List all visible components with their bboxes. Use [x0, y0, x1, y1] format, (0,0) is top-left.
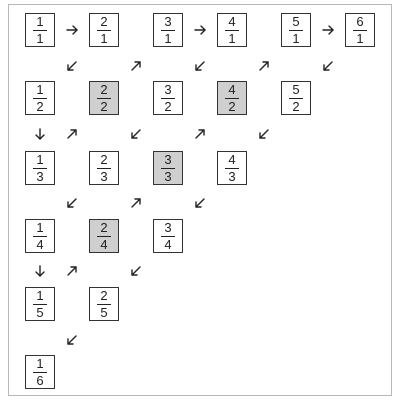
numerator: 4 [228, 81, 236, 97]
denominator: 1 [164, 30, 172, 46]
fraction-cell [217, 151, 247, 185]
fraction-cell [217, 81, 247, 115]
denominator: 6 [36, 372, 44, 388]
numerator: 1 [36, 13, 44, 29]
denominator: 2 [292, 98, 300, 114]
denominator: 3 [228, 168, 236, 184]
arrow-down-left-icon [128, 126, 144, 142]
fraction-cell [153, 13, 183, 47]
fraction-cell [153, 219, 183, 253]
numerator: 2 [100, 287, 108, 303]
numerator: 1 [36, 355, 44, 371]
numerator: 3 [164, 219, 172, 235]
denominator: 1 [228, 30, 236, 46]
fraction-cell [25, 219, 55, 253]
arrow-right-icon [320, 22, 336, 38]
numerator: 1 [36, 287, 44, 303]
denominator: 2 [164, 98, 172, 114]
fraction-cell [89, 13, 119, 47]
denominator: 2 [100, 98, 108, 114]
fraction-cell [217, 13, 247, 47]
arrow-down-icon [32, 126, 48, 142]
denominator: 2 [228, 98, 236, 114]
fraction-cell [89, 81, 119, 115]
fraction-cell [89, 287, 119, 321]
arrow-up-right-icon [192, 126, 208, 142]
arrow-down-left-icon [256, 126, 272, 142]
denominator: 3 [36, 168, 44, 184]
fraction-cell [153, 151, 183, 185]
denominator: 1 [36, 30, 44, 46]
fraction-cell [89, 151, 119, 185]
diagram-frame [8, 4, 392, 396]
arrow-down-left-icon [128, 263, 144, 279]
denominator: 2 [36, 98, 44, 114]
fraction-cell [25, 81, 55, 115]
arrow-up-right-icon [128, 195, 144, 211]
numerator: 5 [292, 81, 300, 97]
fraction-cell [281, 13, 311, 47]
denominator: 4 [100, 236, 108, 252]
numerator: 1 [36, 151, 44, 167]
arrow-down-left-icon [64, 58, 80, 74]
arrow-right-icon [64, 22, 80, 38]
fraction-cell [25, 13, 55, 47]
arrow-up-right-icon [128, 58, 144, 74]
denominator: 1 [356, 30, 364, 46]
denominator: 3 [100, 168, 108, 184]
numerator: 2 [100, 81, 108, 97]
numerator: 2 [100, 151, 108, 167]
numerator: 2 [100, 13, 108, 29]
arrow-down-left-icon [64, 195, 80, 211]
numerator: 6 [356, 13, 364, 29]
numerator: 3 [164, 13, 172, 29]
arrow-down-left-icon [64, 332, 80, 348]
fraction-cell [281, 81, 311, 115]
arrow-down-left-icon [192, 58, 208, 74]
denominator: 1 [100, 30, 108, 46]
arrow-down-left-icon [192, 195, 208, 211]
numerator: 1 [36, 81, 44, 97]
denominator: 4 [164, 236, 172, 252]
fraction-cell [89, 219, 119, 253]
numerator: 2 [100, 219, 108, 235]
arrow-up-right-icon [256, 58, 272, 74]
denominator: 3 [164, 168, 172, 184]
arrow-right-icon [192, 22, 208, 38]
numerator: 5 [292, 13, 300, 29]
fraction-cell [25, 151, 55, 185]
arrow-down-left-icon [320, 58, 336, 74]
numerator: 4 [228, 13, 236, 29]
denominator: 4 [36, 236, 44, 252]
numerator: 4 [228, 151, 236, 167]
denominator: 5 [100, 304, 108, 320]
denominator: 1 [292, 30, 300, 46]
fraction-cell [25, 355, 55, 389]
denominator: 5 [36, 304, 44, 320]
fraction-cell [25, 287, 55, 321]
numerator: 3 [164, 81, 172, 97]
fraction-cell [153, 81, 183, 115]
arrow-down-icon [32, 263, 48, 279]
fraction-cell [345, 13, 375, 47]
arrow-up-right-icon [64, 263, 80, 279]
arrow-up-right-icon [64, 126, 80, 142]
numerator: 3 [164, 151, 172, 167]
numerator: 1 [36, 219, 44, 235]
